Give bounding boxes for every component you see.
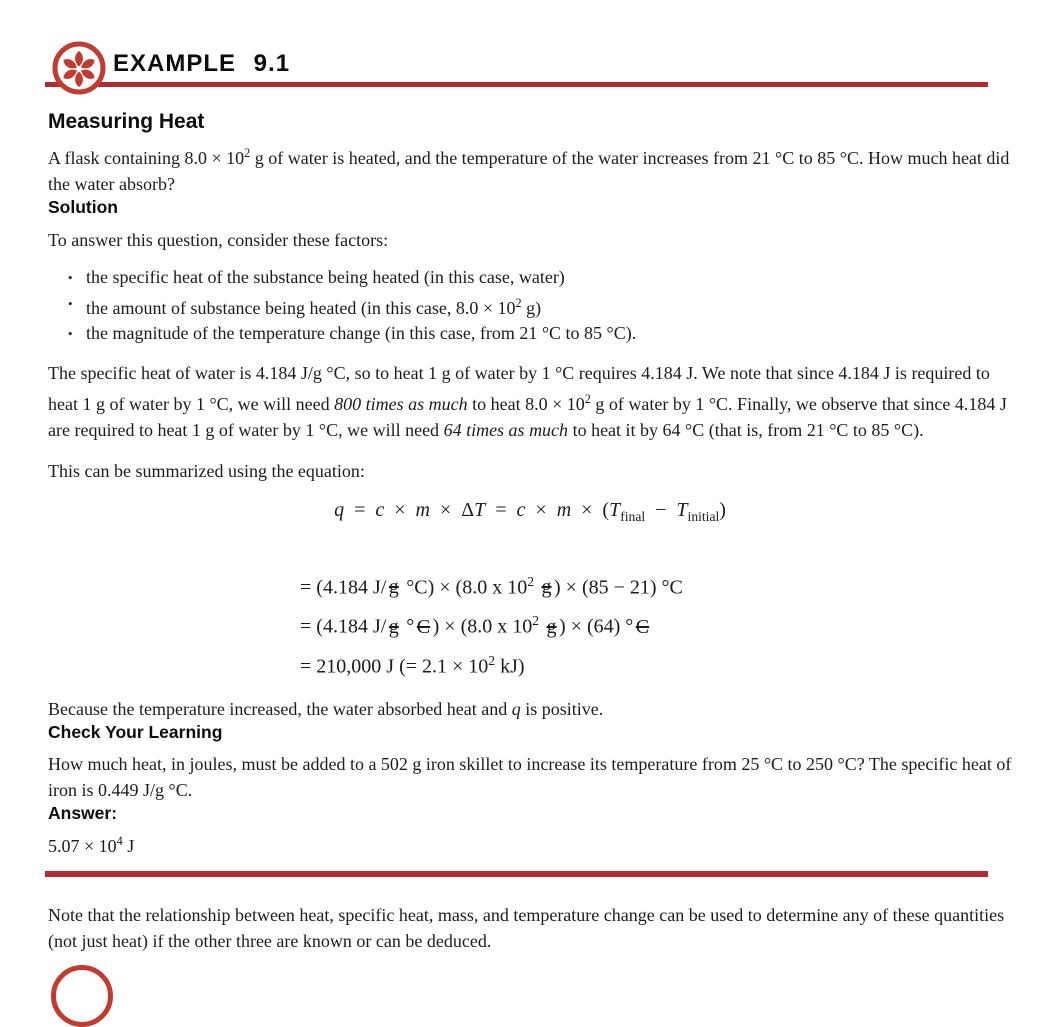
text-segment: 64 times as	[443, 419, 525, 440]
text-segment: ) × (85 − 21) °C	[554, 576, 683, 599]
text-segment: × (	[571, 498, 610, 521]
text-segment: 2	[515, 295, 522, 310]
equation-step	[300, 644, 1012, 684]
list-item	[68, 291, 1012, 322]
text-segment: C	[416, 615, 431, 638]
text-segment: m	[415, 498, 430, 521]
text-segment: 800 times as much	[334, 393, 468, 414]
text-segment: T	[676, 498, 688, 521]
text-segment: Because the temperature increased, the water absorbed heat and	[48, 699, 512, 720]
example-header	[0, 0, 1062, 96]
text-segment: the magnitude of the temperature change (in this case, from 21 °C to 85 °C).	[86, 323, 637, 343]
flower-rosette-icon	[50, 39, 108, 97]
text-segment: =	[485, 498, 517, 521]
text-segment: J	[122, 836, 135, 857]
text-segment: 2	[488, 652, 496, 668]
text-segment: 2	[527, 573, 535, 589]
text-segment: ×	[384, 498, 416, 521]
text-segment: initial	[687, 508, 720, 524]
text-segment: c	[375, 498, 385, 521]
text-segment: )	[719, 498, 726, 521]
solution-intro: To answer this question, consider these factors:	[48, 230, 389, 250]
equation-step	[300, 604, 1012, 644]
text-segment: g	[541, 576, 552, 599]
answer-heading: Answer:	[48, 803, 118, 824]
example-label: EXAMPLE 9.1	[113, 50, 291, 77]
text-segment: g	[388, 615, 399, 638]
text-segment: g)	[521, 297, 542, 318]
equation-step	[300, 565, 1012, 605]
text-segment: A flask containing 8.0 × 10	[48, 148, 245, 168]
text-segment: q	[334, 498, 345, 521]
text-segment: final	[620, 508, 646, 524]
check-question: How much heat, in joules, must be added to a 502 g iron skillet to increase its temperature from 25 °C to 250 °C? The specific heat of iron is 0.449 J/g °C.	[48, 754, 1012, 801]
text-segment: ) × (8.0 x 10	[432, 615, 533, 638]
equation-steps	[300, 565, 1012, 684]
analysis-paragraph	[48, 360, 1012, 443]
text-segment: 2	[584, 391, 591, 406]
conclusion-paragraph	[48, 696, 1012, 722]
main-equation	[48, 495, 1012, 532]
text-segment: 5.07 × 10	[48, 836, 117, 857]
text-segment: g of water is heated, and the temperature of the water increases from 21 °C to 85 °C. How much heat did the water absorb?	[48, 148, 1010, 194]
example-content	[0, 110, 1062, 954]
text-segment: −	[645, 498, 677, 521]
text-segment: T	[609, 498, 621, 521]
section-divider-rule	[45, 871, 988, 877]
text-segment: to heat 8.0 × 10	[467, 393, 585, 414]
equation-intro: This can be summarized using the equation:	[48, 460, 365, 481]
text-segment: g of water by 1 °C. Finally, we observe that since 4.184 J are required to heat 1 g of water by 1 °C, we will need	[48, 393, 1007, 440]
example-title: Measuring Heat	[48, 110, 205, 133]
text-segment: C	[635, 615, 650, 638]
text-segment: 2	[244, 146, 251, 160]
text-segment: is positive.	[520, 699, 604, 720]
problem-statement	[48, 140, 1012, 197]
example-icon	[50, 39, 108, 97]
text-segment: the amount of substance being heated (in this case, 8.0 × 10	[86, 297, 516, 318]
text-segment: °C) × (8.0 x 10	[401, 576, 528, 599]
text-segment: the specific heat of the substance being heated (in this case, water)	[86, 267, 565, 287]
text-segment: °	[401, 615, 415, 638]
text-segment: m	[556, 498, 572, 521]
text-segment: The specific heat of water is 4.184 J/g °C, so to heat 1 g of water by 1 °C requires 4.184 J. We note that since 4.184 J is required to heat 1 g of water by 1 °C, we will need	[48, 362, 990, 414]
text-segment: to heat it by 64 °C (that is, from 21 °C to 85 °C).	[568, 419, 924, 440]
text-segment: kJ)	[495, 655, 525, 678]
next-example-icon-partial	[51, 965, 113, 1027]
text-segment: g	[546, 615, 557, 638]
header-rule	[45, 82, 988, 87]
text-segment: ×	[525, 498, 557, 521]
text-segment: = 210,000 J (= 2.1 × 10	[300, 655, 489, 678]
list-item	[68, 265, 1012, 291]
text-segment: = (4.184 J/	[300, 576, 387, 599]
text-segment: q	[511, 699, 521, 720]
text-segment: = (4.184 J/	[300, 615, 387, 638]
text-segment: much	[529, 419, 569, 440]
answer-value	[48, 828, 1012, 859]
text-segment: 2	[532, 613, 540, 629]
text-segment: T	[474, 498, 486, 521]
factor-list	[48, 265, 1012, 347]
note-paragraph: Note that the relationship between heat, specific heat, mass, and temperature change can be used to determine any of these quantities (not just heat) if the other three are known or can be deduced.	[48, 905, 1005, 952]
text-segment: g	[388, 576, 399, 599]
text-segment: c	[516, 498, 526, 521]
check-your-learning-heading: Check Your Learning	[48, 722, 223, 743]
text-segment: 4	[116, 834, 123, 849]
list-item	[68, 321, 1012, 347]
solution-heading: Solution	[48, 197, 118, 217]
text-segment: ) × (64) °	[559, 615, 634, 638]
text-segment: × Δ	[429, 498, 475, 521]
text-segment: =	[344, 498, 376, 521]
